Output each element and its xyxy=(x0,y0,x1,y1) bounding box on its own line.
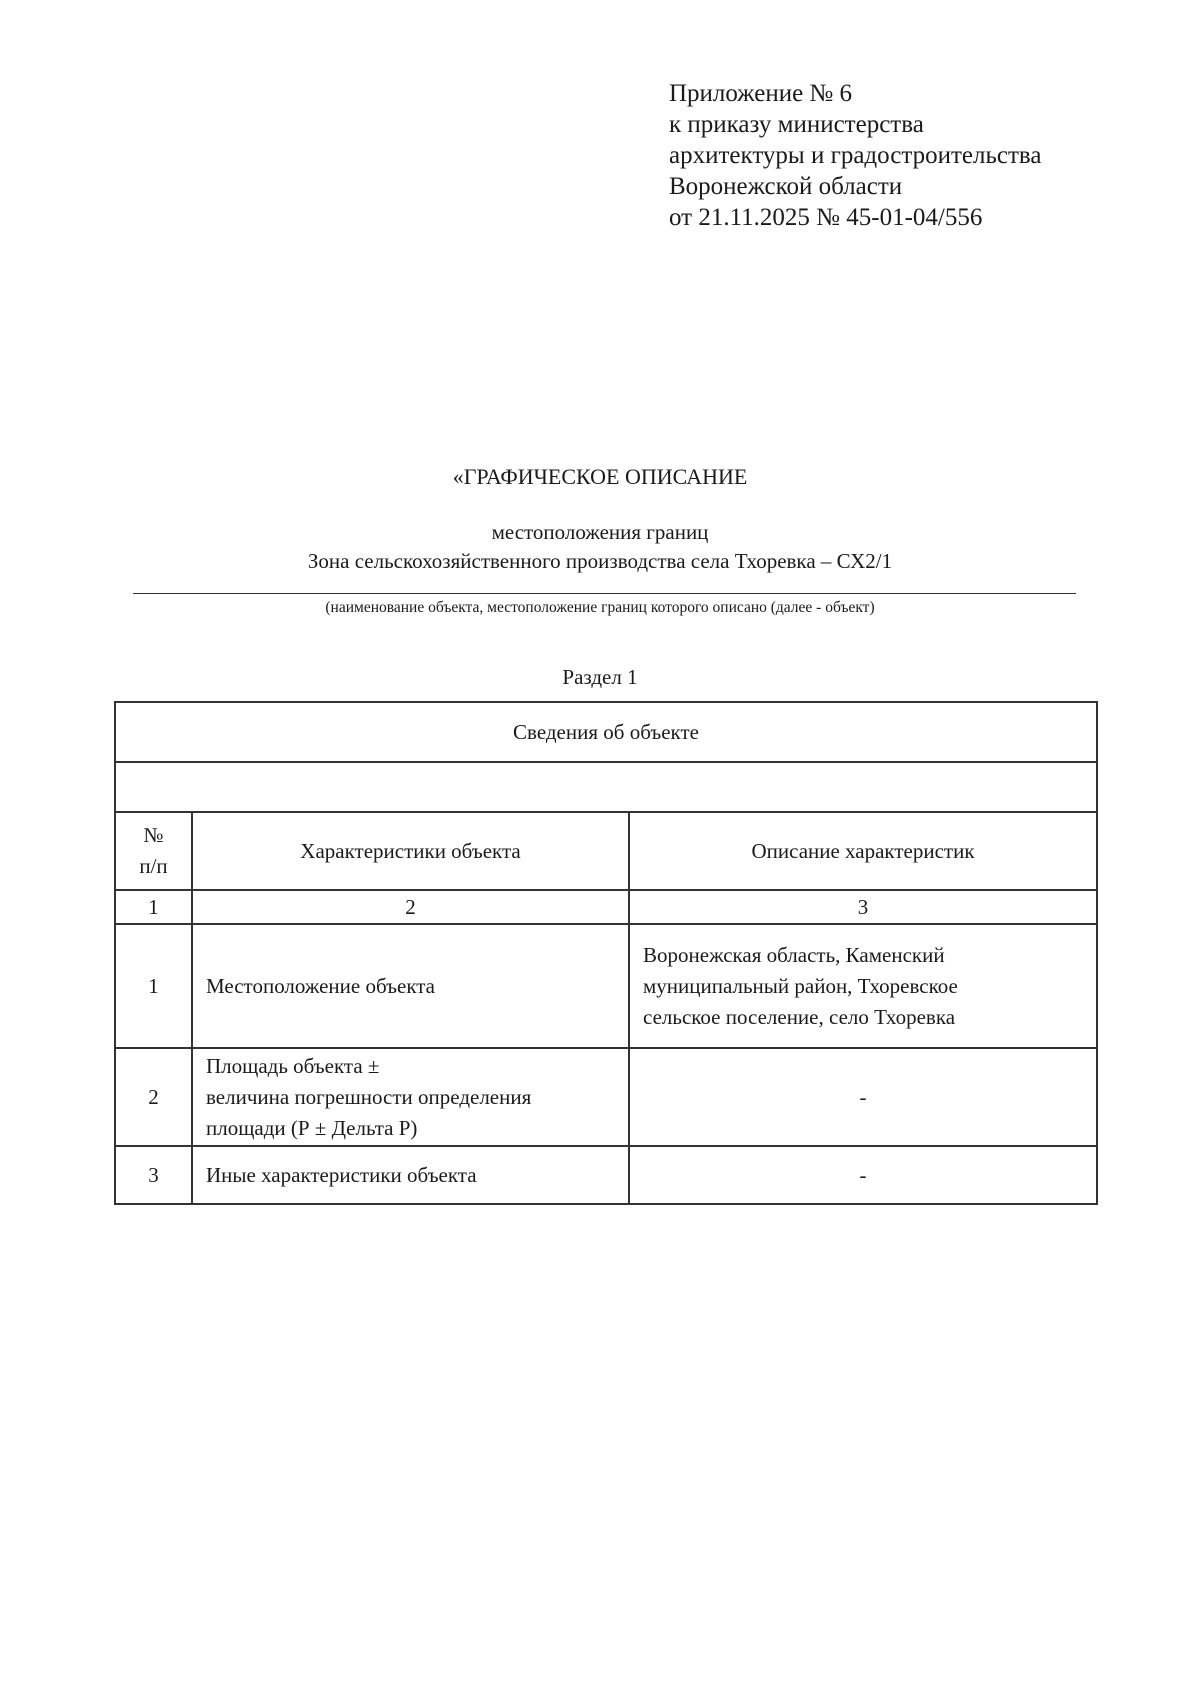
row-num: 3 xyxy=(115,1146,192,1204)
table-header-row xyxy=(115,812,1097,890)
characteristic-line: Иные характеристики объекта xyxy=(206,1162,477,1187)
table-row xyxy=(115,1048,1097,1146)
header-characteristic: Характеристики объекта xyxy=(192,812,629,890)
row-description: - xyxy=(629,1048,1097,1146)
table-row xyxy=(115,924,1097,1048)
description-line: муниципальный район, Тхоревское xyxy=(643,973,958,998)
name-caption: (наименование объекта, местоположение границ которого описано (далее - объект) xyxy=(325,599,875,616)
appendix-line: к приказу министерства xyxy=(669,111,924,138)
table-caption: Сведения об объекте xyxy=(115,702,1097,762)
row-characteristic xyxy=(192,924,629,1048)
appendix-line: Воронежской области xyxy=(669,173,903,200)
object-info-table xyxy=(114,701,1098,1205)
section-label: Раздел 1 xyxy=(562,665,638,689)
header-num-line: п/п xyxy=(139,854,168,878)
row-description xyxy=(629,924,1097,1048)
column-number: 1 xyxy=(115,890,192,924)
subtitle-line-1: местоположения границ xyxy=(491,520,709,544)
column-number: 3 xyxy=(629,890,1097,924)
header-num-line: № xyxy=(143,823,164,847)
name-underline xyxy=(133,593,1076,594)
characteristic-line: величина погрешности определения xyxy=(206,1084,532,1109)
header-description: Описание характеристик xyxy=(629,812,1097,890)
header-num xyxy=(115,812,192,890)
characteristic-line: Местоположение объекта xyxy=(206,973,436,998)
row-description: - xyxy=(629,1146,1097,1204)
appendix-line: от 21.11.2025 № 45-01-04/556 xyxy=(669,204,983,231)
empty-cell xyxy=(115,762,1097,812)
description-line: Воронежская область, Каменский xyxy=(643,942,945,967)
subtitle-line-2: Зона сельскохозяйственного производства села Тхоревка – СХ2/1 xyxy=(307,549,893,573)
document-subtitle xyxy=(0,518,1200,576)
appendix-line: Приложение № 6 xyxy=(669,80,853,107)
characteristic-line: Площадь объекта ± xyxy=(206,1053,380,1078)
row-characteristic xyxy=(192,1146,629,1204)
characteristic-line: площади (Р ± Дельта Р) xyxy=(206,1115,418,1140)
description-line: сельское поселение, село Тхоревка xyxy=(643,1004,956,1029)
column-number: 2 xyxy=(192,890,629,924)
table-empty-row xyxy=(115,762,1097,812)
appendix-block xyxy=(669,78,1041,233)
column-numbers-row xyxy=(115,890,1097,924)
row-num: 2 xyxy=(115,1048,192,1146)
row-num: 1 xyxy=(115,924,192,1048)
table-row xyxy=(115,1146,1097,1204)
row-characteristic xyxy=(192,1048,629,1146)
table-caption-row xyxy=(115,702,1097,762)
appendix-line: архитектуры и градостроительства xyxy=(669,142,1042,169)
document-title: «ГРАФИЧЕСКОЕ ОПИСАНИЕ xyxy=(452,464,748,489)
